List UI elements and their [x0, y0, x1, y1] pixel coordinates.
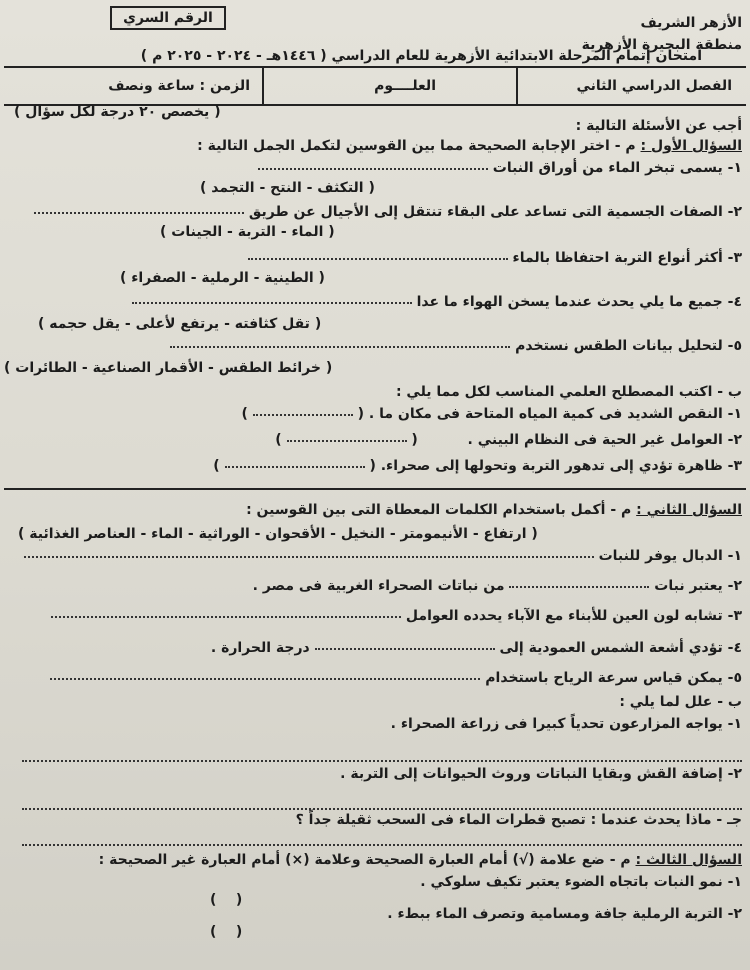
- q1-title: السؤال الأول :: [640, 138, 742, 154]
- q2-item-5-text: ٥- يمكن قياس سرعة الرياح باستخدام: [485, 670, 742, 686]
- q1-item-4-text: ٤- جميع ما يلي يحدث عندما يسخن الهواء ما عدا: [416, 294, 742, 310]
- q3-title: السؤال الثالث :: [635, 852, 742, 868]
- term-cell: الفصل الدراسي الثاني: [576, 78, 732, 94]
- answer-blank[interactable]: [509, 585, 649, 588]
- answer-paren[interactable]: ( ): [241, 406, 365, 422]
- q1-b-item-1: [241, 406, 742, 422]
- exam-title: امتحان إتمام المرحلة الابتدائية الأزهرية للعام الدراسي ( ١٤٤٦هـ - ٢٠٢٤ - ٢٠٢٥ م ): [140, 48, 702, 64]
- answer-blank[interactable]: [248, 257, 508, 260]
- answer-blank[interactable]: [170, 345, 510, 348]
- q2-header: [246, 502, 742, 518]
- q3-item-2: ٢- التربة الرملية جافة ومسامية وتصرف الماء ببطء .: [387, 906, 742, 922]
- q3-item-2-answer[interactable]: ( ): [210, 924, 243, 940]
- answer-blank[interactable]: [24, 555, 594, 558]
- answer-paren[interactable]: ( ): [213, 458, 376, 474]
- q1-item-4: [132, 294, 742, 310]
- q1-b-item-3-text: ٣- ظاهرة تؤدي إلى تدهور التربة وتحولها إلى صحراء.: [380, 458, 742, 474]
- subject-cell: العلــــوم: [374, 78, 436, 94]
- q2-item-2-text: ٢- يعتبر نبات: [654, 578, 742, 594]
- q1-item-3-choices: ( الطينية - الرملية - الصفراء ): [120, 270, 325, 286]
- q2-a-prompt: م - أكمل باستخدام الكلمات المعطاة التى بين القوسين :: [246, 502, 632, 518]
- exam-info-table: [4, 66, 746, 106]
- secret-number-box: [110, 6, 226, 30]
- time-cell: الزمن : ساعة ونصف: [108, 78, 250, 94]
- q3-a-prompt: م - ضع علامة (√) أمام العبارة الصحيحة وعلامة (×) أمام العبارة غير الصحيحة :: [98, 852, 631, 868]
- q2-item-1: [24, 548, 742, 564]
- q1-item-1: [258, 160, 742, 176]
- q1-item-2-choices: ( الماء - التربة - الجينات ): [160, 224, 335, 240]
- q2-item-4-text: ٤- تؤدي أشعة الشمس العمودية إلى: [499, 640, 742, 656]
- q2-item-4: [211, 640, 742, 656]
- q1-b-item-1-text: ١- النقص الشديد فى كمية المياه المتاحة فى مكان ما .: [368, 406, 742, 422]
- q1-item-3: [248, 250, 742, 266]
- q1-item-4-choices: ( تقل كثافته - يرتفع لأعلى - يقل حجمه ): [38, 316, 322, 332]
- q2-b-item-2: ٢- إضافة القش وبقايا النباتات وروث الحيوانات إلى التربة .: [340, 766, 742, 782]
- q1-b-item-2-text: ٢- العوامل غير الحية فى النظام البيني .: [467, 432, 742, 448]
- q3-item-1: ١- نمو النبات باتجاه الضوء يعتبر تكيف سلوكي .: [420, 874, 742, 890]
- points-note: ( يخصص ٢٠ درجة لكل سؤال ): [14, 104, 221, 120]
- q3-header: [99, 852, 742, 868]
- q1-b-prompt: ب - اكتب المصطلح العلمي المناسب لكل مما يلي :: [395, 384, 742, 400]
- q2-item-5: [50, 670, 742, 686]
- q2-b-item-1: ١- يواجه المزارعون تحدياً كبيرا فى زراعة الصحراء .: [390, 716, 742, 732]
- q2-item-2-suffix: من نباتات الصحراء الغربية فى مصر .: [252, 578, 505, 594]
- org-line-1: الأزهر الشريف: [640, 15, 742, 31]
- q1-b-item-2: [275, 432, 742, 448]
- answer-blank[interactable]: [34, 211, 244, 214]
- q2-item-2: [253, 578, 742, 594]
- q1-item-3-text: ٣- أكثر أنواع التربة احتفاظا بالماء: [512, 250, 742, 266]
- q2-c-prompt: جـ - ماذا يحدث عندما : تصبح قطرات الماء فى السحب ثقيلة جداً ؟: [295, 812, 742, 828]
- answer-blank[interactable]: [315, 647, 495, 650]
- q2-item-3-text: ٣- تشابه لون العين للأبناء مع الآباء يحدده العوامل: [405, 608, 742, 624]
- q1-item-5: [170, 338, 742, 354]
- q1-header: [197, 138, 742, 154]
- section-divider: [4, 488, 746, 490]
- q2-item-1-text: ١- الدبال يوفر للنبات: [598, 548, 742, 564]
- q2-b-prompt: ب - علل لما يلي :: [619, 694, 742, 710]
- org-line-2: منطقة البحيرة الأزهرية: [581, 37, 742, 53]
- secret-number-label: الرقم السري: [123, 10, 213, 26]
- q1-item-1-choices: ( التكثف - النتح - التجمد ): [200, 180, 375, 196]
- q1-b-item-3: [213, 458, 742, 474]
- q1-item-1-text: ١- يسمى تبخر الماء من أوراق النبات: [492, 160, 742, 176]
- q1-item-2-text: ٢- الصفات الجسمية التى تساعد على البقاء تنتقل إلى الأجيال عن طريق: [248, 204, 742, 220]
- answer-blank[interactable]: [258, 167, 488, 170]
- answer-line[interactable]: [22, 836, 742, 852]
- answer-paren[interactable]: ( ): [275, 432, 418, 448]
- q2-item-3: [51, 608, 742, 624]
- answer-blank[interactable]: [50, 677, 480, 680]
- table-divider: [262, 68, 264, 104]
- q2-title: السؤال الثاني :: [636, 502, 742, 518]
- q1-item-5-choices: ( خرائط الطقس - الأقمار الصناعية - الطائرات ): [4, 360, 333, 376]
- answer-blank[interactable]: [132, 301, 412, 304]
- q1-item-5-text: ٥- لتحليل بيانات الطقس نستخدم: [515, 338, 742, 354]
- table-divider: [516, 68, 518, 104]
- q1-item-2: [34, 204, 742, 220]
- q2-item-4-suffix: درجة الحرارة .: [210, 640, 310, 656]
- q2-word-bank: ( ارتفاع - الأنيمومتر - النخيل - الأقحوان - الوراثية - الماء - العناصر الغذائية ): [18, 526, 538, 542]
- q1-a-prompt: م - اختر الإجابة الصحيحة مما بين القوسين لتكمل الجمل التالية :: [197, 138, 636, 154]
- answer-instruction: أجب عن الأسئلة التالية :: [575, 118, 742, 134]
- q3-item-1-answer[interactable]: ( ): [210, 892, 243, 908]
- answer-blank[interactable]: [51, 615, 401, 618]
